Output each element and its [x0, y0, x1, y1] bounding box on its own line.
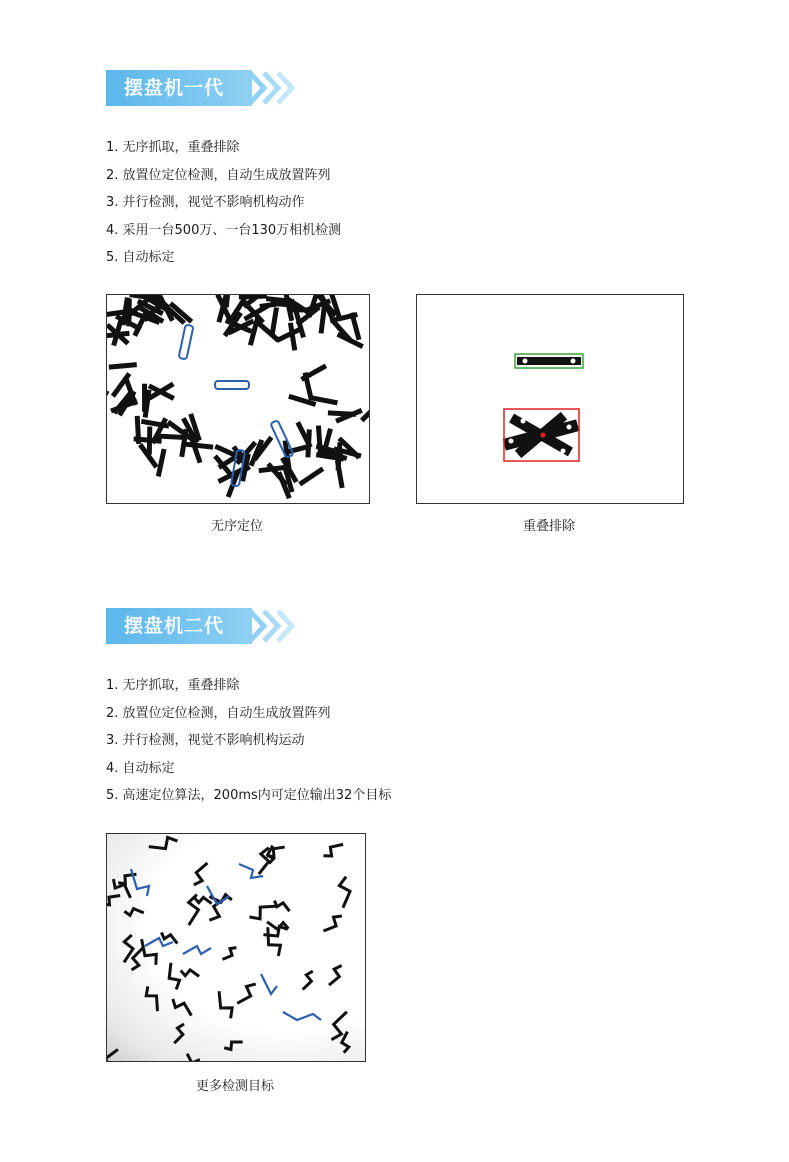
- part: [224, 295, 232, 308]
- part: [298, 467, 324, 487]
- section1-banner: [106, 70, 296, 106]
- detected-parts: [131, 864, 321, 1020]
- part: [192, 863, 209, 885]
- part: [160, 963, 187, 990]
- part: [186, 1054, 202, 1061]
- section2-feature-list: [106, 672, 391, 810]
- list-item: 4. 自动标定: [106, 760, 175, 776]
- part: [256, 321, 280, 343]
- scattered-parts: [107, 834, 359, 1061]
- list-item: 5. 高速定位算法，200ms内可定位输出32个目标: [106, 788, 392, 803]
- part: [328, 965, 343, 985]
- part: [156, 449, 167, 477]
- part: [107, 1049, 118, 1061]
- part: [305, 429, 311, 457]
- chevrons-icon: [246, 608, 298, 644]
- part: [300, 364, 327, 382]
- part: [300, 971, 315, 989]
- part: [210, 991, 239, 1018]
- part: [124, 903, 143, 921]
- part: [237, 982, 256, 1005]
- part: [109, 362, 137, 369]
- part: [222, 945, 236, 962]
- part: [116, 935, 140, 962]
- caption-disordered: 无序定位: [210, 519, 263, 534]
- part: [107, 890, 120, 910]
- section1-title: 摆盘机一代: [124, 77, 225, 99]
- list-item: 2. 放置位定位检测，自动生成放置阵列: [106, 167, 331, 183]
- part: [149, 834, 178, 858]
- part: [139, 986, 165, 1011]
- section1-feature-list: [106, 134, 341, 272]
- list-item: 2. 放置位定位检测，自动生成放置阵列: [106, 705, 331, 721]
- list-item: 5. 自动标定: [106, 250, 175, 265]
- list-item: 3. 并行检测，视觉不影响机构运动: [106, 733, 305, 748]
- part: [323, 913, 341, 935]
- part: [335, 460, 345, 488]
- disordered-positioning-image: [106, 294, 370, 504]
- part: [328, 410, 356, 416]
- list-item: 1. 无序抓取，重叠排除: [106, 678, 240, 693]
- part: [185, 442, 213, 450]
- zigzag-parts-graphic: [107, 834, 365, 1061]
- part: [323, 839, 343, 861]
- more-targets-image: [106, 833, 366, 1062]
- list-item: 1. 无序抓取，重叠排除: [106, 140, 240, 155]
- caption-overlap: 重叠排除: [522, 519, 575, 534]
- list-item: 3. 并行检测，视觉不影响机构动作: [106, 195, 305, 210]
- part: [224, 1035, 242, 1054]
- part: [249, 897, 277, 927]
- part: [172, 999, 193, 1016]
- part: [181, 965, 199, 981]
- part: [331, 319, 353, 343]
- chevrons-icon: [246, 70, 298, 106]
- part: [107, 389, 109, 416]
- part: [330, 877, 359, 908]
- section2-title: 摆盘机二代: [124, 615, 225, 637]
- overlap-graphic: [417, 295, 683, 503]
- caption-more-targets: 更多检测目标: [195, 1079, 274, 1094]
- scattered-parts: [107, 295, 369, 499]
- section2-banner: [106, 608, 296, 644]
- part: [171, 1024, 187, 1043]
- part: [142, 384, 147, 412]
- part: [258, 927, 289, 956]
- list-item: 4. 采用一台500万、一台130万相机检测: [106, 222, 342, 238]
- overlap-rejection-image: [416, 294, 684, 504]
- clips-scatter-graphic: [107, 295, 369, 503]
